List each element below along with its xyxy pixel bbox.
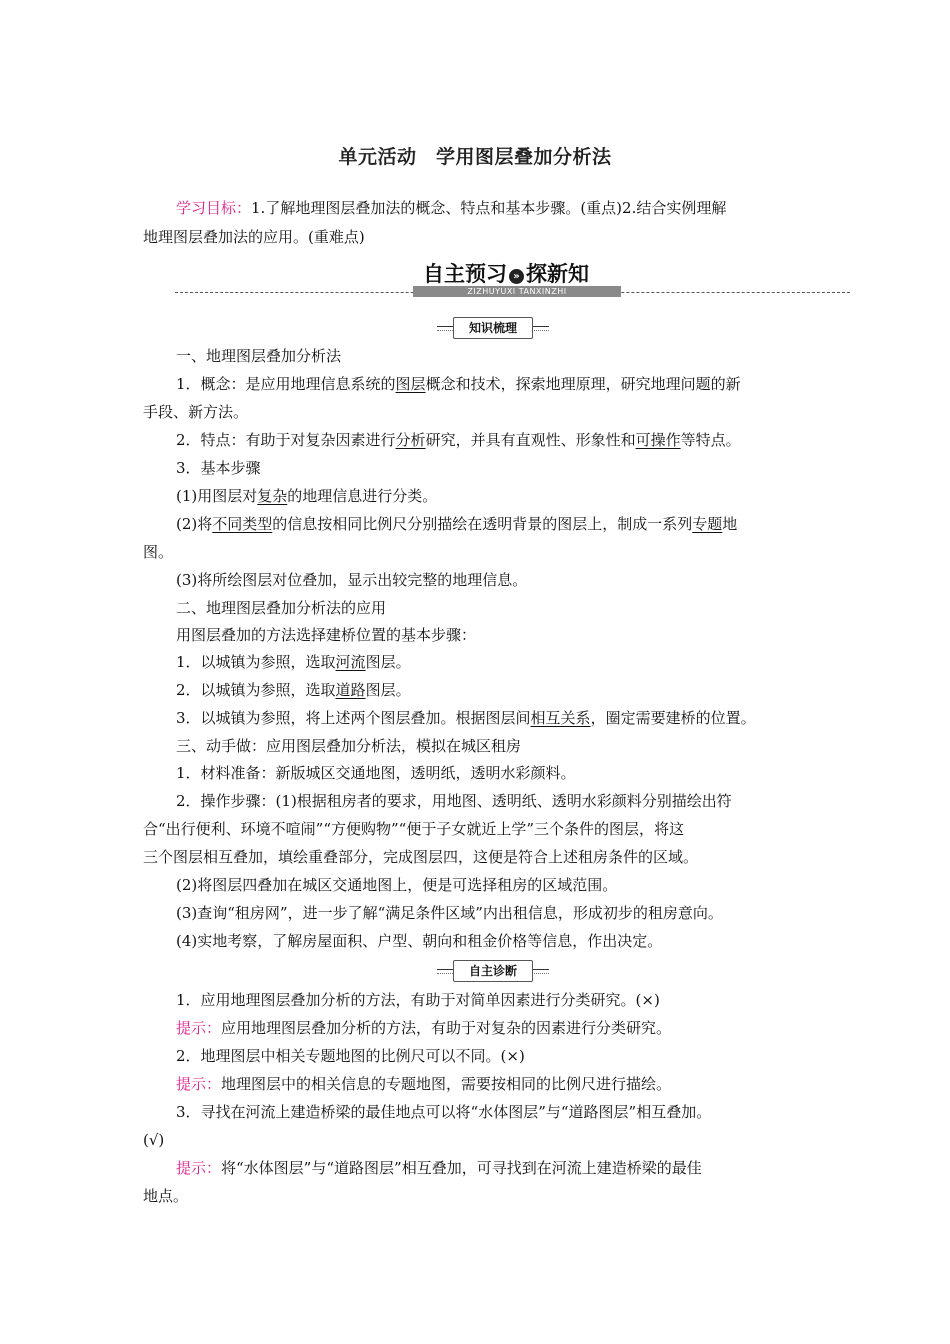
section-banner xyxy=(175,256,850,304)
s1-step-1: (1)用图层对复杂的地理信息进行分类。 xyxy=(176,487,438,505)
s3-ops-4: (2)将图层四叠加在城区交通地图上，便是可选择租房的区域范围。 xyxy=(176,876,618,894)
diag-q2: 2．地理图层中相关专题地图的比例尺可以不同。(×) xyxy=(176,1047,525,1065)
objectives-label: 学习目标： xyxy=(176,199,252,217)
s1-step-3: (3)将所绘图层对位叠加，显示出较完整的地理信息。 xyxy=(176,571,528,589)
s3-ops-2: 合“出行便利、环境不喧闹”“方便购物”“便于子女就近上学”三个条件的图层，将这 xyxy=(143,820,685,838)
banner-title: 自主预习 » 探新知 xyxy=(413,259,599,289)
s3-materials: 1．材料准备：新版城区交通地图，透明纸，透明水彩颜料。 xyxy=(176,764,576,782)
label-diagnosis: 自主诊断 xyxy=(437,959,549,981)
s1-heading: 一、地理图层叠加分析法 xyxy=(176,347,342,365)
arrow-badge-icon: » xyxy=(509,269,524,284)
s1-concept-cont: 手段、新方法。 xyxy=(143,403,249,421)
objectives-line-2: 地理图层叠加法的应用。(重难点) xyxy=(143,228,365,246)
s1-concept: 1．概念：是应用地理信息系统的图层概念和技术，探索地理原理，研究地理问题的新 xyxy=(176,375,741,393)
s2-step-1: 1．以城镇为参照，选取河流图层。 xyxy=(176,653,411,671)
s3-heading: 三、动手做：应用图层叠加分析法，模拟在城区租房 xyxy=(176,737,522,755)
banner-pinyin: ZIZHUYUXI TANXINZHI xyxy=(413,286,621,297)
s3-ops-6: (4)实地考察，了解房屋面积、户型、朝向和租金价格等信息，作出决定。 xyxy=(176,932,663,950)
s2-heading: 二、地理图层叠加分析法的应用 xyxy=(176,599,387,617)
page-title: 单元活动 学用图层叠加分析法 xyxy=(338,146,612,168)
s3-ops-1: 2．操作步骤：(1)根据租房者的要求，用地图、透明纸、透明水彩颜料分别描绘出符 xyxy=(176,792,732,810)
s2-step-3: 3．以城镇为参照，将上述两个图层叠加。根据图层间相互关系，圈定需要建桥的位置。 xyxy=(176,709,756,727)
diag-hint-1: 提示：应用地理图层叠加分析的方法，有助于对复杂的因素进行分类研究。 xyxy=(176,1019,672,1037)
s2-intro: 用图层叠加的方法选择建桥位置的基本步骤： xyxy=(176,626,477,644)
label-knowledge: 知识梳理 xyxy=(437,316,549,338)
diag-q1: 1．应用地理图层叠加分析的方法，有助于对简单因素进行分类研究。(×) xyxy=(176,991,660,1009)
s3-ops-5: (3)查询“租房网”，进一步了解“满足条件区域”内出租信息，形成初步的租房意向。 xyxy=(176,904,723,922)
diag-hint-3: 提示：将“水体图层”与“道路图层”相互叠加，可寻找到在河流上建造桥梁的最佳 xyxy=(176,1159,702,1177)
s1-features: 2．特点：有助于对复杂因素进行分析研究，并具有直观性、形象性和可操作等特点。 xyxy=(176,431,741,449)
s2-step-2: 2．以城镇为参照，选取道路图层。 xyxy=(176,681,411,699)
diag-hint-3-cont: 地点。 xyxy=(143,1187,189,1205)
objectives-line-1: 学习目标：1.了解地理图层叠加法的概念、特点和基本步骤。(重点)2.结合实例理解 xyxy=(176,199,727,217)
s1-steps-heading: 3．基本步骤 xyxy=(176,459,261,477)
s1-step-2: (2)将不同类型的信息按相同比例尺分别描绘在透明背景的图层上，制成一系列专题地 xyxy=(176,515,738,533)
diag-q3: 3．寻找在河流上建造桥梁的最佳地点可以将“水体图层”与“道路图层”相互叠加。 xyxy=(176,1103,712,1121)
s1-step-2-cont: 图。 xyxy=(143,543,174,561)
diag-hint-2: 提示：地理图层中的相关信息的专题地图，需要按相同的比例尺进行描绘。 xyxy=(176,1075,672,1093)
s3-ops-3: 三个图层相互叠加，填绘重叠部分，完成图层四，这便是符合上述租房条件的区域。 xyxy=(143,848,699,866)
diag-q3-mark: (√) xyxy=(143,1131,165,1149)
